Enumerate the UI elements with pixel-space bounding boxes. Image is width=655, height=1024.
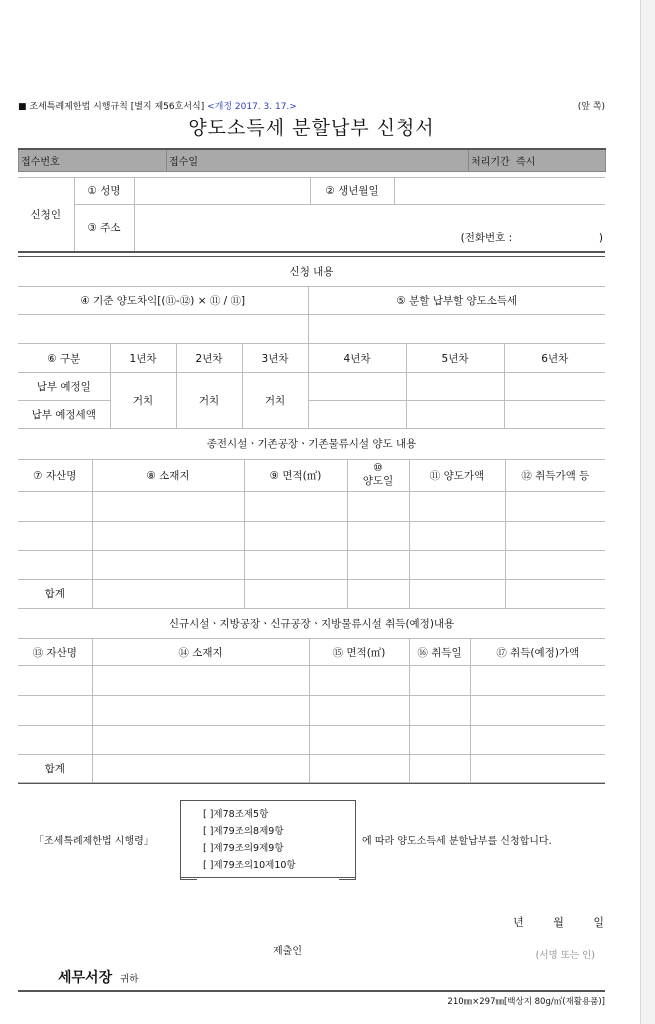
- pay-date-label: 납부 예정일: [18, 373, 110, 401]
- table-row: [18, 726, 605, 755]
- request-section-title: 신청 내용: [18, 257, 605, 287]
- receipt-number-label: 접수번호: [19, 149, 167, 171]
- form-header-line: [18, 96, 605, 112]
- option-78-5[interactable]: [ ]제78조제5항: [203, 809, 269, 820]
- base-gain-field[interactable]: [18, 315, 308, 344]
- decree-label: 「조세특례제한법 시행령」: [34, 836, 154, 847]
- birth-label: ② 생년월일: [310, 177, 394, 204]
- pay-date-year-4[interactable]: [308, 373, 406, 401]
- acquire-table: [18, 609, 605, 784]
- day-label: 일: [593, 916, 605, 929]
- total-row: [18, 579, 605, 608]
- reception-table: [18, 148, 606, 172]
- deferred-year-3: 거치: [242, 373, 308, 429]
- total-row: [18, 755, 605, 783]
- signature-label: (서명 또는 인): [535, 950, 595, 961]
- receipt-date-label: 접수일: [167, 149, 469, 171]
- pay-date-year-5[interactable]: [406, 373, 504, 401]
- base-gain-label: ④ 기준 양도차익[(⑪-⑫) × ⑪ / ⑪]: [18, 287, 308, 315]
- option-79-9-9[interactable]: [ ]제79조의9제9항: [203, 843, 284, 854]
- year-label: 년: [513, 916, 525, 929]
- transfer-col-asset: ⑦ 자산명: [18, 459, 92, 491]
- year-2: 2년차: [176, 344, 242, 373]
- name-label: ① 성명: [74, 177, 134, 204]
- acquire-col-area: ⑮ 면적(㎡): [309, 639, 409, 666]
- category-label: ⑥ 구분: [18, 344, 110, 373]
- transfer-total-label: 합계: [18, 579, 92, 608]
- option-79-10-10[interactable]: [ ]제79조의10제10항: [203, 860, 296, 871]
- form-title: 양도소득세 분할납부 신청서: [188, 117, 435, 139]
- deferred-year-2: 거치: [176, 373, 242, 429]
- table-row: [18, 696, 605, 726]
- table-row: [18, 550, 605, 579]
- request-table: [18, 256, 605, 429]
- year-6: 6년차: [504, 344, 605, 373]
- transfer-table: [18, 429, 605, 609]
- transfer-col-price: ⑪ 양도가액: [409, 459, 505, 491]
- applicant-table: [18, 177, 605, 254]
- table-row: [18, 491, 605, 521]
- year-5: 5년차: [406, 344, 504, 373]
- installment-tax-label: ⑤ 분할 납부할 양도소득세: [308, 287, 605, 315]
- tax-office-addressee: 세무서장 귀하: [58, 970, 139, 986]
- vertical-scrollbar[interactable]: [640, 0, 655, 1024]
- transfer-col-area: ⑨ 면적(㎡): [244, 459, 347, 491]
- month-label: 월: [553, 916, 565, 929]
- acquire-col-location: ⑭ 소재지: [92, 639, 309, 666]
- transfer-col-date: ⑩ 양도일: [347, 459, 409, 491]
- deferred-year-1: 거치: [110, 373, 176, 429]
- pay-amount-year-5[interactable]: [406, 401, 504, 429]
- article-options: [203, 806, 296, 874]
- applicant-label: 신청인: [18, 177, 74, 252]
- law-reference: ■ 조세특례제한법 시행규칙 [별지 제56호서식]: [18, 102, 205, 112]
- paper-spec-footer: 210㎜×297㎜[백상지 80g/㎡(재활용품)]: [18, 990, 605, 1007]
- acquire-section-title: 신규시설ㆍ지방공장ㆍ신규공장ㆍ지방물류시설 취득(예정)내용: [18, 609, 605, 639]
- year-3: 3년차: [242, 344, 308, 373]
- declaration-statement: 에 따라 양도소득세 분할납부를 신청합니다.: [362, 836, 552, 847]
- transfer-col-location: ⑧ 소재지: [92, 459, 244, 491]
- date-line: [489, 914, 605, 930]
- address-label: ③ 주소: [74, 204, 134, 252]
- pay-amount-year-6[interactable]: [504, 401, 605, 429]
- name-field[interactable]: [134, 177, 310, 204]
- address-field[interactable]: (전화번호 : ): [134, 204, 605, 252]
- acquire-total-label: 합계: [18, 755, 92, 783]
- acquire-col-date: ⑯ 취득일: [409, 639, 470, 666]
- acquire-col-asset: ⑬ 자산명: [18, 639, 92, 666]
- phone-label: (전화번호 :: [460, 232, 513, 244]
- page-side-label: (앞 쪽): [577, 102, 605, 112]
- birth-field[interactable]: [394, 177, 605, 204]
- table-row: [18, 666, 605, 696]
- revision-link[interactable]: <개정 2017. 3. 17.>: [207, 102, 297, 112]
- form-page: [18, 96, 605, 1007]
- pay-amount-label: 납부 예정세액: [18, 401, 110, 429]
- installment-tax-field[interactable]: [308, 315, 605, 344]
- option-79-8-9[interactable]: [ ]제79조의8제9항: [203, 826, 284, 837]
- transfer-section-title: 종전시설ㆍ기존공장ㆍ기존물류시설 양도 내용: [18, 429, 605, 459]
- pay-amount-year-4[interactable]: [308, 401, 406, 429]
- submitter-label: 제출인: [273, 946, 302, 957]
- year-4: 4년차: [308, 344, 406, 373]
- declaration-block: [18, 783, 605, 901]
- pay-date-year-6[interactable]: [504, 373, 605, 401]
- processing-period-label: 처리기간 즉시: [469, 149, 606, 171]
- acquire-col-price: ⑰ 취득(예정)가액: [470, 639, 605, 666]
- year-1: 1년차: [110, 344, 176, 373]
- table-row: [18, 521, 605, 550]
- transfer-col-cost: ⑫ 취득가액 등: [505, 459, 605, 491]
